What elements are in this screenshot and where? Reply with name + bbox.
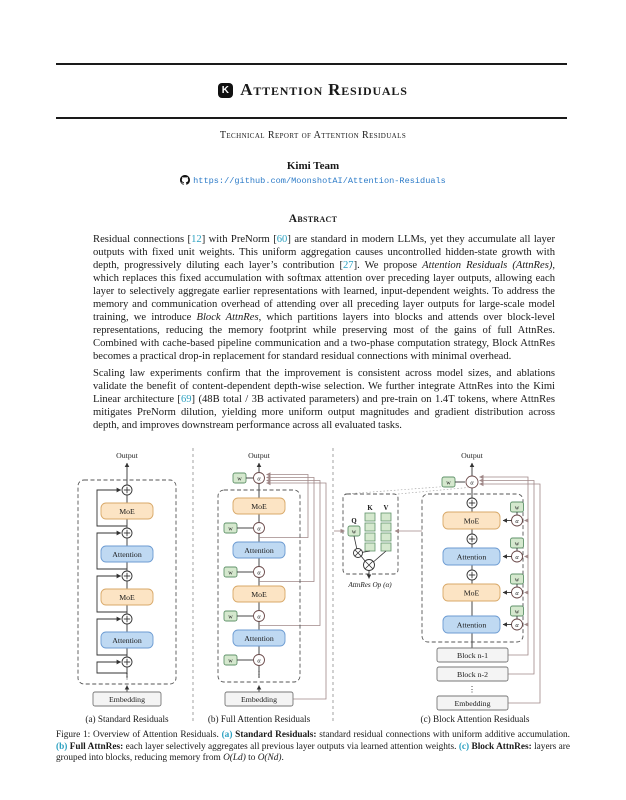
alpha-node <box>254 523 265 534</box>
alpha-label: α <box>257 613 261 621</box>
weight-box <box>224 655 237 665</box>
panel-standard-residuals <box>78 451 176 724</box>
multiply-icon <box>354 549 363 558</box>
moe-label: MoE <box>119 593 135 602</box>
plus-node <box>122 485 132 495</box>
figure-caption <box>56 730 570 765</box>
kv-cell <box>381 523 391 531</box>
citation-link[interactable]: (a) <box>221 730 233 740</box>
alpha-label: α <box>257 475 261 483</box>
alpha-node <box>512 551 523 562</box>
alpha-label: α <box>515 553 519 561</box>
embedding-label: Embedding <box>454 699 491 708</box>
dots-label: ⋮ <box>255 670 263 679</box>
text-segment: O(Nd) <box>257 753 282 764</box>
inset-callout-line <box>398 488 468 495</box>
panel-block-attention-residuals <box>334 451 540 724</box>
kv-cell <box>381 513 391 521</box>
alpha-node <box>512 587 523 598</box>
citation-link[interactable]: 69 <box>180 394 192 405</box>
op-line <box>361 556 365 561</box>
alpha-label: α <box>515 589 519 597</box>
abstract-text <box>93 233 555 436</box>
text-segment: Full AttnRes: <box>67 741 124 752</box>
weight-label: w <box>237 475 242 483</box>
inset-callout-line <box>345 487 445 495</box>
abstract-heading: Abstract <box>288 213 338 225</box>
moe-label: MoE <box>119 507 135 516</box>
weight-label: w <box>351 528 357 536</box>
text-segment: Residual connections [ <box>93 234 192 245</box>
weight-label: w <box>228 657 233 665</box>
text-segment: ] with PreNorm [ <box>201 234 277 245</box>
moe-label: MoE <box>463 588 480 598</box>
citation-link[interactable]: 27 <box>342 260 354 271</box>
alpha-label: α <box>257 569 261 577</box>
kv-cell <box>381 533 391 541</box>
moe-label: MoE <box>251 502 267 511</box>
weight-label: w <box>228 613 233 621</box>
text-segment: to <box>245 753 258 764</box>
kimi-logo-icon: K <box>218 83 233 98</box>
attention-label: Attention <box>244 634 274 643</box>
weight-label: w <box>514 576 520 584</box>
text-segment: . <box>281 753 284 764</box>
repo-link[interactable]: https://github.com/MoonshotAI/Attention-Residuals <box>193 176 446 186</box>
plus-node <box>467 534 477 544</box>
block-n1-label: Block n-1 <box>457 651 488 660</box>
citation-link[interactable]: 12 <box>191 234 202 245</box>
panel-full-attention-residuals <box>208 451 326 724</box>
weight-box <box>233 473 246 483</box>
alpha-node <box>466 476 478 488</box>
alpha-node <box>254 611 265 622</box>
weight-box <box>224 523 237 533</box>
text-segment: , which replaces this fixed accumulation with softmax attention over preceding layer outputs, allowing each layer to selectively aggregate earlier representations with learned, input-dependent weights. To address the memory and communication overhead of attending over all preceding layer outputs for large-scale model training, we introduce <box>93 260 556 323</box>
weight-label: w <box>514 540 520 548</box>
alpha-node <box>254 655 265 666</box>
attention-label: Attention <box>112 550 142 559</box>
plus-node <box>467 570 477 580</box>
weight-box <box>511 538 524 548</box>
inset-v-label: V <box>383 505 389 512</box>
weight-label: w <box>228 525 233 533</box>
citation-link[interactable]: 60 <box>276 234 288 245</box>
kv-cell <box>381 543 391 551</box>
weight-box <box>224 567 237 577</box>
embedding-label: Embedding <box>241 695 277 704</box>
text-segment: ]. We propose <box>353 260 423 271</box>
weight-box <box>224 611 237 621</box>
attnres-op-inset <box>334 494 422 589</box>
weight-label: w <box>514 608 520 616</box>
output-label: Output <box>461 451 483 460</box>
block-n2-label: Block n-2 <box>457 670 488 679</box>
repo-link-row <box>0 175 626 186</box>
text-segment: O(Ld) <box>223 753 246 764</box>
inset-q-label: Q <box>351 518 357 525</box>
alpha-label: α <box>515 621 519 629</box>
weight-box <box>511 502 524 512</box>
weight-box <box>442 477 455 487</box>
panel-caption-a: (a) Standard Residuals <box>85 714 169 724</box>
moe-label: MoE <box>251 590 267 599</box>
moe-label: MoE <box>463 516 480 526</box>
kv-cell <box>365 533 375 541</box>
weight-box <box>511 606 524 616</box>
attention-label: Attention <box>456 620 487 630</box>
top-rule <box>56 63 567 65</box>
weight-label: w <box>514 504 520 512</box>
alpha-node <box>254 567 265 578</box>
kv-cell <box>365 523 375 531</box>
alpha-node <box>254 473 265 484</box>
github-icon <box>180 175 190 185</box>
text-segment: ] (48B total / 3B activated parameters) and pre-train on 1.4T tokens, where AttnRes mitigates PreNorm dilution, yielding more uniform output magnitudes and gradient distribution across depth, and improves downstream performance across all evaluated tasks. <box>93 394 555 431</box>
attention-label: Attention <box>244 546 274 555</box>
dots-label: ⋮ <box>123 672 131 681</box>
text-segment: Standard Residuals: <box>232 730 317 740</box>
figure-1 <box>57 446 569 733</box>
author-name: Kimi Team <box>286 160 340 172</box>
weight-box <box>348 526 360 536</box>
plus-node <box>467 498 477 508</box>
attnres-op-label: AttnRes Op (α) <box>348 581 392 589</box>
multiply-icon <box>364 560 375 571</box>
kv-cell <box>365 513 375 521</box>
output-label: Output <box>248 451 270 460</box>
second-rule <box>56 117 567 119</box>
text-segment: standard residual connections with uniform additive accumulation. <box>316 730 570 740</box>
text-segment: , which partitions layers into blocks and attends over block-level representations, reducing the memory footprint while preserving most of the gains of full AttnRes. Combined with cache-based pipeline communication and a two-phase computation strategy, Block AttnRes becomes a practical drop-in replacement for standard residual connections with minimal overhead. <box>93 312 555 362</box>
paper-title: Attention Residuals <box>240 80 408 99</box>
alpha-label: α <box>515 517 519 525</box>
attnres-rail-line <box>480 481 535 675</box>
weight-label: w <box>446 479 451 487</box>
text-segment: Figure 1: Overview of Attention Residuals. <box>56 730 222 740</box>
weight-box <box>511 574 524 584</box>
text-segment: Block AttnRes: <box>469 741 532 752</box>
op-line <box>373 551 386 562</box>
plus-node <box>122 528 132 538</box>
paper-title-row <box>0 80 626 100</box>
text-segment: Attention Residuals (AttnRes) <box>422 260 553 271</box>
figure-1-svg <box>57 446 569 728</box>
op-line <box>354 536 357 549</box>
alpha-label: α <box>470 479 474 487</box>
citation-link[interactable]: (b) <box>56 741 68 752</box>
alpha-label: α <box>257 525 261 533</box>
text-segment: Scaling law experiments confirm that the improvement is consistent across model sizes, and ablations validate the benefit of content-dependent depth-wise selection. We further integrate AttnRes into the Kimi Linear architecture [ <box>93 368 555 405</box>
embedding-label: Embedding <box>109 695 145 704</box>
attention-label: Attention <box>456 552 487 562</box>
text-segment: layers are grouped into blocks, reducing memory from <box>56 741 570 764</box>
plus-node <box>122 571 132 581</box>
abstract-paragraph-2 <box>93 367 555 432</box>
text-segment: Block AttnRes <box>196 312 259 323</box>
attnres-rail-line <box>259 478 314 582</box>
weight-label: w <box>228 569 233 577</box>
paper-subtitle: Technical Report of Attention Residuals <box>219 130 407 141</box>
plus-node <box>122 614 132 624</box>
dots-label: ⋮ <box>468 685 476 694</box>
citation-link[interactable]: (c) <box>458 741 470 752</box>
panel-caption-b: (b) Full Attention Residuals <box>207 714 311 724</box>
alpha-node <box>512 515 523 526</box>
text-segment: each layer selectively aggregates all previous layer outputs via learned attention weights. <box>123 741 459 752</box>
inset-k-label: K <box>367 505 373 512</box>
output-label: Output <box>116 451 138 460</box>
attention-label: Attention <box>112 636 142 645</box>
plus-node <box>122 657 132 667</box>
panel-caption-c: (c) Block Attention Residuals <box>420 714 530 724</box>
text-segment: ] are standard in modern LLMs, yet they accumulate all layer outputs with fixed unit weights. This uniform aggregation causes uncontrolled hidden-state growth with depth, progressively diluting each layer’s contribution [ <box>93 234 556 271</box>
alpha-node <box>512 619 523 630</box>
abstract-paragraph-1 <box>93 233 555 363</box>
kv-cell <box>365 543 375 551</box>
alpha-label: α <box>257 657 261 665</box>
